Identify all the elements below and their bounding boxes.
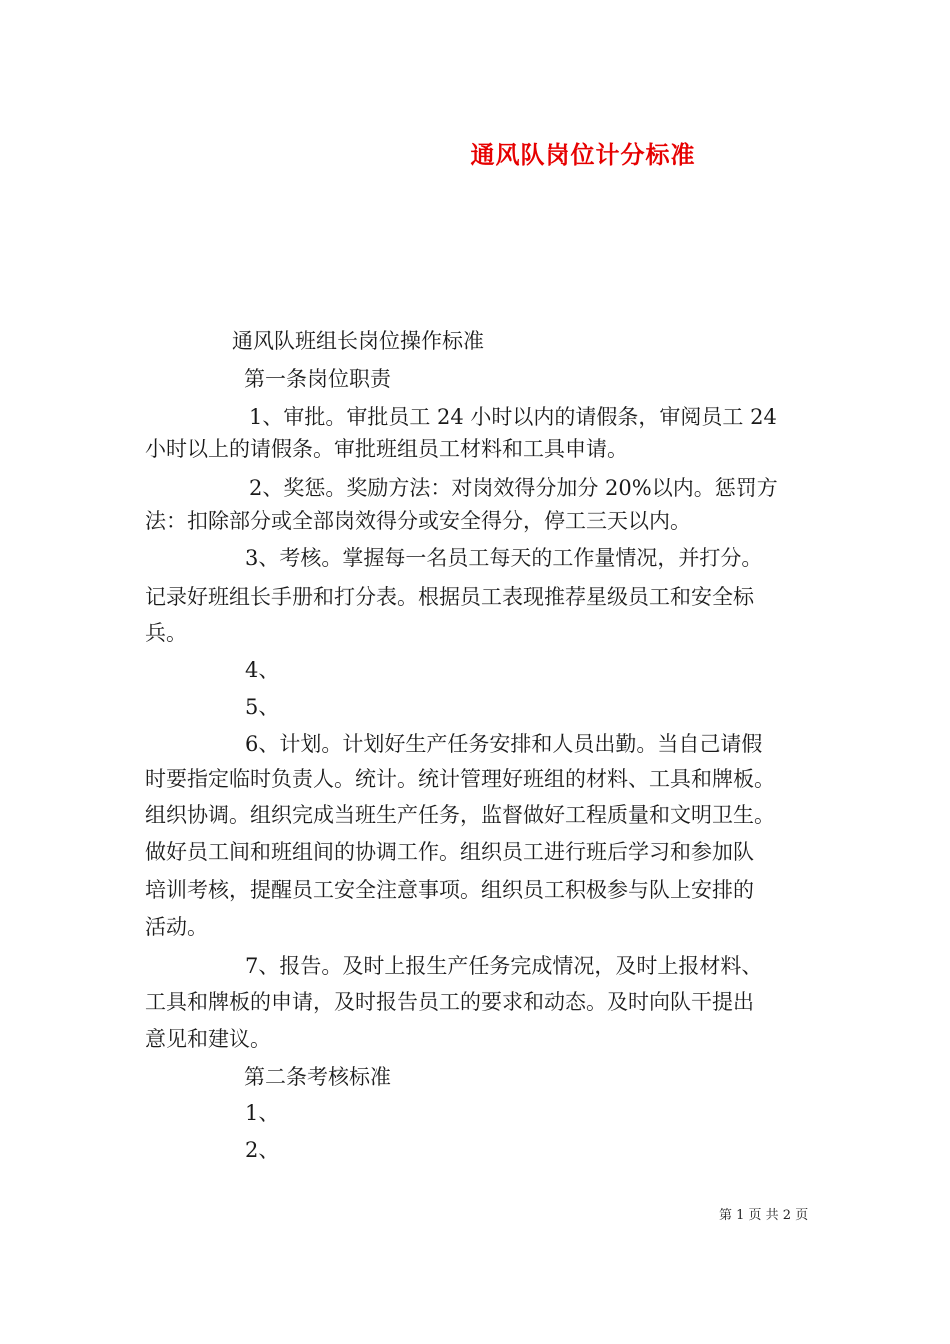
section-heading: 通风队班组长岗位操作标准 xyxy=(232,329,484,353)
paragraph-line: 活动。 xyxy=(145,915,208,939)
paragraph-line: 小时以上的请假条。审批班组员工材料和工具申请。 xyxy=(145,437,628,461)
document-title: 通风队岗位计分标准 xyxy=(470,140,696,169)
paragraph-line: 时要指定临时负责人。统计。统计管理好班组的材料、工具和牌板。 xyxy=(145,767,775,791)
paragraph-line: 2、奖惩。奖励方法：对岗效得分加分 20%以内。惩罚方 xyxy=(249,476,778,500)
paragraph-line: 1、审批。审批员工 24 小时以内的请假条，审阅员工 24 xyxy=(249,405,777,429)
paragraph-line: 兵。 xyxy=(145,621,187,645)
paragraph-line: 4、 xyxy=(245,658,280,682)
paragraph-line: 记录好班组长手册和打分表。根据员工表现推荐星级员工和安全标 xyxy=(145,585,754,609)
paragraph-line: 法：扣除部分或全部岗效得分或安全得分，停工三天以内。 xyxy=(145,509,691,533)
paragraph-line: 意见和建议。 xyxy=(145,1027,271,1051)
section2-title: 第二条考核标准 xyxy=(244,1065,391,1089)
section2-item: 2、 xyxy=(245,1138,280,1162)
paragraph-line: 培训考核，提醒员工安全注意事项。组织员工积极参与队上安排的 xyxy=(145,878,754,902)
paragraph-line: 做好员工间和班组间的协调工作。组织员工进行班后学习和参加队 xyxy=(145,840,754,864)
paragraph-line: 6、计划。计划好生产任务安排和人员出勤。当自己请假 xyxy=(245,732,763,756)
paragraph-line: 7、报告。及时上报生产任务完成情况，及时上报材料、 xyxy=(245,954,763,978)
paragraph-line: 3、考核。掌握每一名员工每天的工作量情况，并打分。 xyxy=(245,546,763,570)
page-footer: 第 1 页 共 2 页 xyxy=(719,1208,809,1223)
section2-item: 1、 xyxy=(245,1101,280,1125)
paragraph-line: 组织协调。组织完成当班生产任务，监督做好工程质量和文明卫生。 xyxy=(145,803,775,827)
paragraph-line: 5、 xyxy=(245,695,280,719)
section1-title: 第一条岗位职责 xyxy=(244,367,391,391)
paragraph-line: 工具和牌板的申请，及时报告员工的要求和动态。及时向队干提出 xyxy=(145,990,754,1014)
